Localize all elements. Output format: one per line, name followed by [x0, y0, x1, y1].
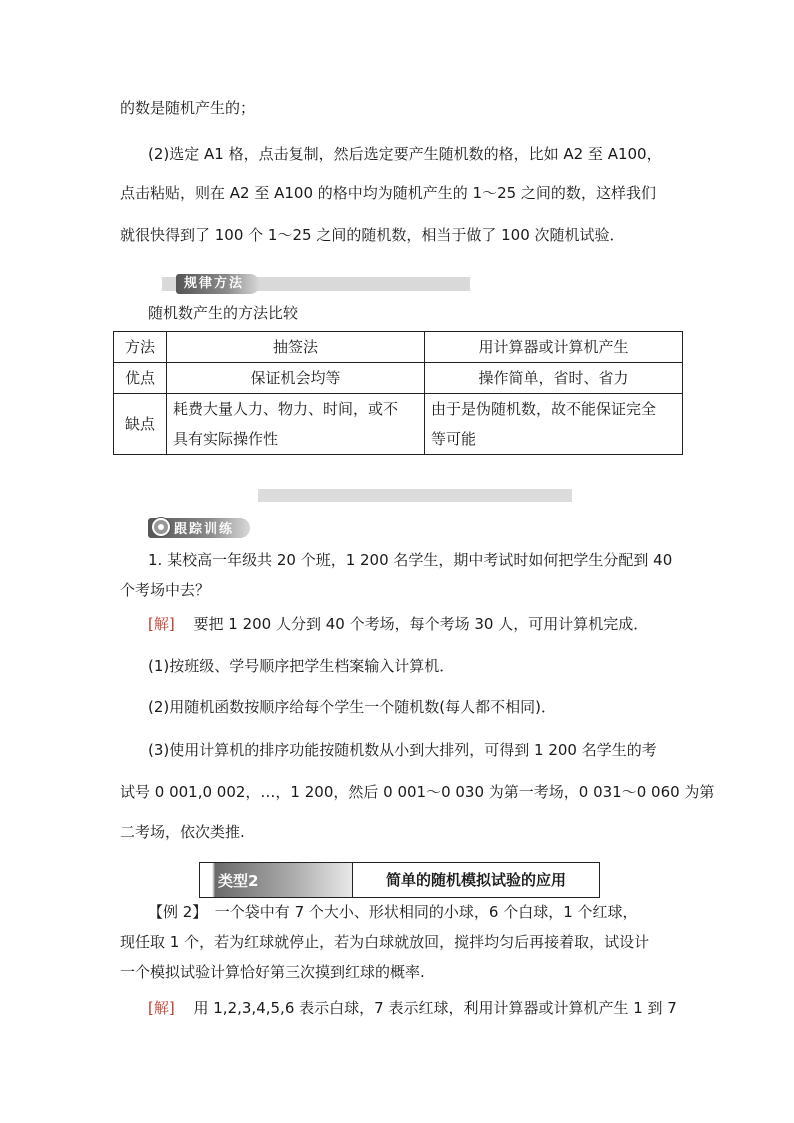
exercise-step-3-line-1: (3)使用计算机的排序功能按随机数从小到大排列，可得到 1 200 名学生的考 — [148, 741, 657, 759]
example-line-2: 现任取 1 个，若为红球就停止，若为白球就放回，搅拌均匀后再接着取，试设计 — [120, 933, 650, 951]
example-solution — [148, 998, 677, 1018]
type-tag-label: 类型2 — [218, 872, 259, 890]
track-section-label: 跟踪训练 — [174, 522, 235, 537]
solution-tag: [解] — [148, 999, 175, 1017]
example-line-3: 一个模拟试验计算恰好第三次摸到红球的概率. — [120, 963, 425, 981]
exercise-step-1: (1)按班级、学号顺序把学生档案输入计算机． — [148, 657, 455, 675]
intro-line-3: 点击粘贴，则在 A2 至 A100 的格中均为随机产生的 1～25 之间的数，这样我们 — [120, 184, 656, 202]
table-header-cell: 抽签法 — [167, 332, 425, 363]
rule-section-header — [162, 277, 470, 291]
comparison-table — [113, 331, 683, 455]
table-cell-line: 由于是伪随机数，故不能保证完全 — [431, 400, 657, 418]
table-header-row — [114, 332, 683, 363]
table-cell: 优点 — [114, 363, 167, 394]
exercise-solution — [148, 614, 648, 634]
table-row — [114, 363, 683, 394]
table-cell: 缺点 — [114, 394, 167, 455]
table-header-cell: 用计算器或计算机产生 — [425, 332, 683, 363]
example-line-1: 【例 2】 一个袋中有 7 个大小、形状相同的小球，6 个白球，1 个红球， — [148, 903, 638, 921]
rule-section-label: 规律方法 — [176, 274, 260, 294]
solution-text: 用 1,2,3,4,5,6 表示白球，7 表示红球，利用计算器或计算机产生 1 到 7 — [193, 999, 677, 1017]
track-section-header — [148, 521, 256, 535]
intro-line-4: 就很快得到了 100 个 1～25 之间的随机数，相当于做了 100 次随机试验． — [120, 226, 625, 244]
table-cell — [167, 394, 425, 455]
table-cell: 保证机会均等 — [167, 363, 425, 394]
exercise-question-line-1: 1. 某校高一年级共 20 个班，1 200 名学生，期中考试时如何把学生分配到 40 — [148, 551, 673, 569]
solution-text: 要把 1 200 人分到 40 个考场，每个考场 30 人，可用计算机完成． — [193, 615, 649, 633]
exercise-step-2: (2)用随机函数按顺序给每个学生一个随机数(每人都不相同)． — [148, 698, 556, 716]
target-icon — [152, 518, 170, 536]
type-title: 简单的随机模拟试验的应用 — [385, 871, 566, 889]
table-cell: 操作简单，省时、省力 — [425, 363, 683, 394]
table-cell — [425, 394, 683, 455]
table-cell-line: 具有实际操作性 — [173, 430, 279, 448]
type-tag — [200, 863, 353, 897]
table-cell-line: 耗费大量人力、物力、时间，或不 — [173, 400, 399, 418]
type-box — [199, 862, 600, 898]
exercise-question-line-2: 个考场中去？ — [120, 581, 211, 599]
rule-section-subtitle: 随机数产生的方法比较 — [148, 304, 299, 322]
exercise-step-3-line-2: 试号 0 001,0 002，…，1 200，然后 0 001～0 030 为第一考场，0 031～0 060 为第 — [120, 783, 715, 801]
divider-bar — [258, 489, 572, 502]
solution-tag: [解] — [148, 615, 175, 633]
table-row — [114, 394, 683, 455]
exercise-step-3-line-3: 二考场，依次类推. — [120, 823, 245, 841]
table-cell-line: 等可能 — [431, 430, 477, 448]
table-header-cell: 方法 — [114, 332, 167, 363]
intro-line-2: (2)选定 A1 格，点击复制，然后选定要产生随机数的格，比如 A2 至 A100， — [148, 145, 662, 163]
intro-line-1: 的数是随机产生的； — [120, 99, 256, 117]
